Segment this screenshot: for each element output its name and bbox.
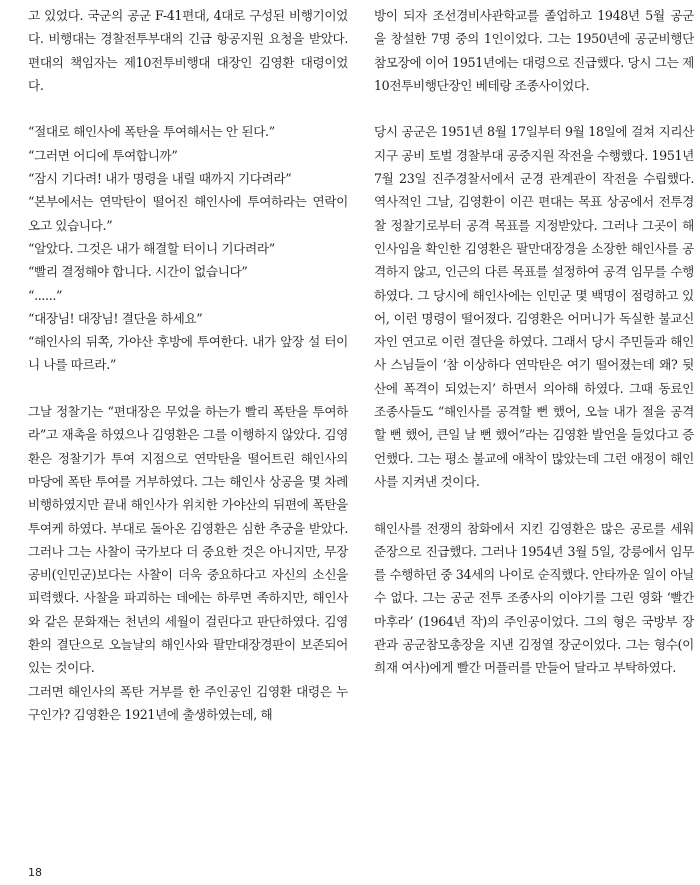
paragraph: “빨리 결정해야 합니다. 시간이 없습니다” bbox=[28, 264, 248, 280]
paragraph-gap bbox=[374, 493, 694, 516]
paragraph: “해인사의 뒤쪽, 가야산 후방에 투여한다. 내가 앞장 설 터이니 나를 따르라.” bbox=[28, 334, 348, 373]
paragraph: 당시 공군은 1951년 8월 17일부터 9월 18일에 걸쳐 지리산 지구 공비 토벌 경찰부대 공중지원 작전을 수행했다. 1951년 7월 23일 진주경찰서에서 군경 관계관이 작전을 수립했다. 역사적인 그날, 김영환이 이끈 편대는 목표 상공에서 전투경찰 정찰기로부터 공격 목표를 지정받았다. 그러나 그곳이 해인사임을 확인한 김영환은 팔만대장경을 소장한 해인사를 공격하지 않고, 인근의 다른 목표를 설정하여 공격 임무를 수행하였다. 그 당시에 해인사에는 인민군 몇 백명이 점령하고 있어, 이런 명령이 떨어졌다. 김영환은 어머니가 독실한 불교신자인 연고로 이런 결단을 하였다. 그래서 당시 주민들과 해인사 스님들이 ‘참 이상하다 연막탄은 여기 떨어졌는데 왜? 뒷산에 폭격이 되었는지’ 하면서 의아해 하였다. 그때 동료인 조종사들도 “해인사를 공격할 뻔 했어, 오늘 내가 절을 공격할 뻔 했어, 큰일 날 뻔 했어”라는 김영환 발언을 들었다고 증언했다. 그는 평소 불교에 애착이 많았는데 그런 애정이 해인사를 지켜낸 것이다. bbox=[374, 124, 694, 489]
left-text-column bbox=[28, 4, 348, 726]
paragraph: “......” bbox=[28, 287, 63, 303]
paragraph-gap bbox=[28, 97, 348, 120]
paragraph-gap bbox=[28, 377, 348, 400]
paragraph: 고 있었다. 국군의 공군 F-41편대, 4대로 구성된 비행기이었다. 비행대는 경찰전투부대의 긴급 항공지원 요청을 받았다. 편대의 책임자는 제10전투비행대 대장인 김영환 대령이었다. bbox=[28, 8, 348, 93]
paragraph: “절대로 해인사에 폭탄을 투여해서는 안 된다.” bbox=[28, 124, 275, 140]
paragraph: “잠시 기다려! 내가 명령을 내릴 때까지 기다려라” bbox=[28, 171, 292, 187]
paragraph: “알았다. 그것은 내가 해결할 터이니 기다려라” bbox=[28, 240, 275, 256]
paragraph: 그날 정찰기는 “편대장은 무었을 하는가 빨리 폭탄을 투여하라”고 재촉을 하였으나 김영환은 그를 이행하지 않았다. 김영환은 정찰기가 투여 지점으로 연막탄을 떨어트린 해인사의 마당에 폭탄 투여를 거부하였다. 그는 해인사 상공을 몇 차례 비행하였지만 끝내 해인사가 위치한 가야산의 뒤편에 폭탄을 투여케 하였다. 부대로 돌아온 김영환은 심한 추궁을 받았다. 그러나 그는 사찰이 국가보다 더 중요한 것은 아니지만, 무장 공비(인민군)보다는 사찰이 더욱 중요하다고 자신의 소신을 피력했다. 사찰을 파괴하는 데에는 하루면 족하지만, 해인사와 같은 문화재는 천년의 세월이 걸린다고 판단하였다. 김영환의 결단으로 오늘날의 해인사와 팔만대장경판이 보존되어 있는 것이다. bbox=[28, 404, 348, 676]
paragraph: 해인사를 전쟁의 참화에서 지킨 김영환은 많은 공로를 세워 준장으로 진급했다. 그러나 1954년 3월 5일, 강릉에서 임무를 수행하던 중 34세의 나이로 순직했다. 안타까운 일이 아닐 수 없다. 그는 공군 전투 조종사의 이야기를 그린 영화 ‘빨간 마후라’ (1964년 작)의 주인공이었다. 그의 형은 국방부 장관과 공군참모총장을 지낸 김정열 장군이었다. 그는 형수(이희재 여사)에게 빨간 머플러를 만들어 달라고 부탁하였다. bbox=[374, 520, 694, 676]
paragraph: “그러면 어디에 투여합니까” bbox=[28, 147, 178, 163]
paragraph: 방이 되자 조선경비사관학교를 졸업하고 1948년 5월 공군을 창설한 7명 중의 1인이었다. 그는 1950년에 공군비행단 참모장에 이어 1951년에는 대령으로 진급했다. 당시 그는 제10전투비행단장인 베테랑 조종사이었다. bbox=[374, 8, 694, 93]
paragraph-gap bbox=[374, 97, 694, 120]
right-text-column bbox=[374, 4, 694, 680]
paragraph: “대장님! 대장님! 결단을 하세요” bbox=[28, 310, 203, 326]
page-number: 18 bbox=[28, 866, 42, 879]
paragraph: “본부에서는 연막탄이 떨어진 해인사에 투여하라는 연락이 오고 있습니다.” bbox=[28, 194, 348, 233]
paragraph: 그러면 해인사의 폭탄 거부를 한 주인공인 김영환 대령은 누구인가? 김영환은 1921년에 출생하였는데, 해 bbox=[28, 683, 348, 722]
